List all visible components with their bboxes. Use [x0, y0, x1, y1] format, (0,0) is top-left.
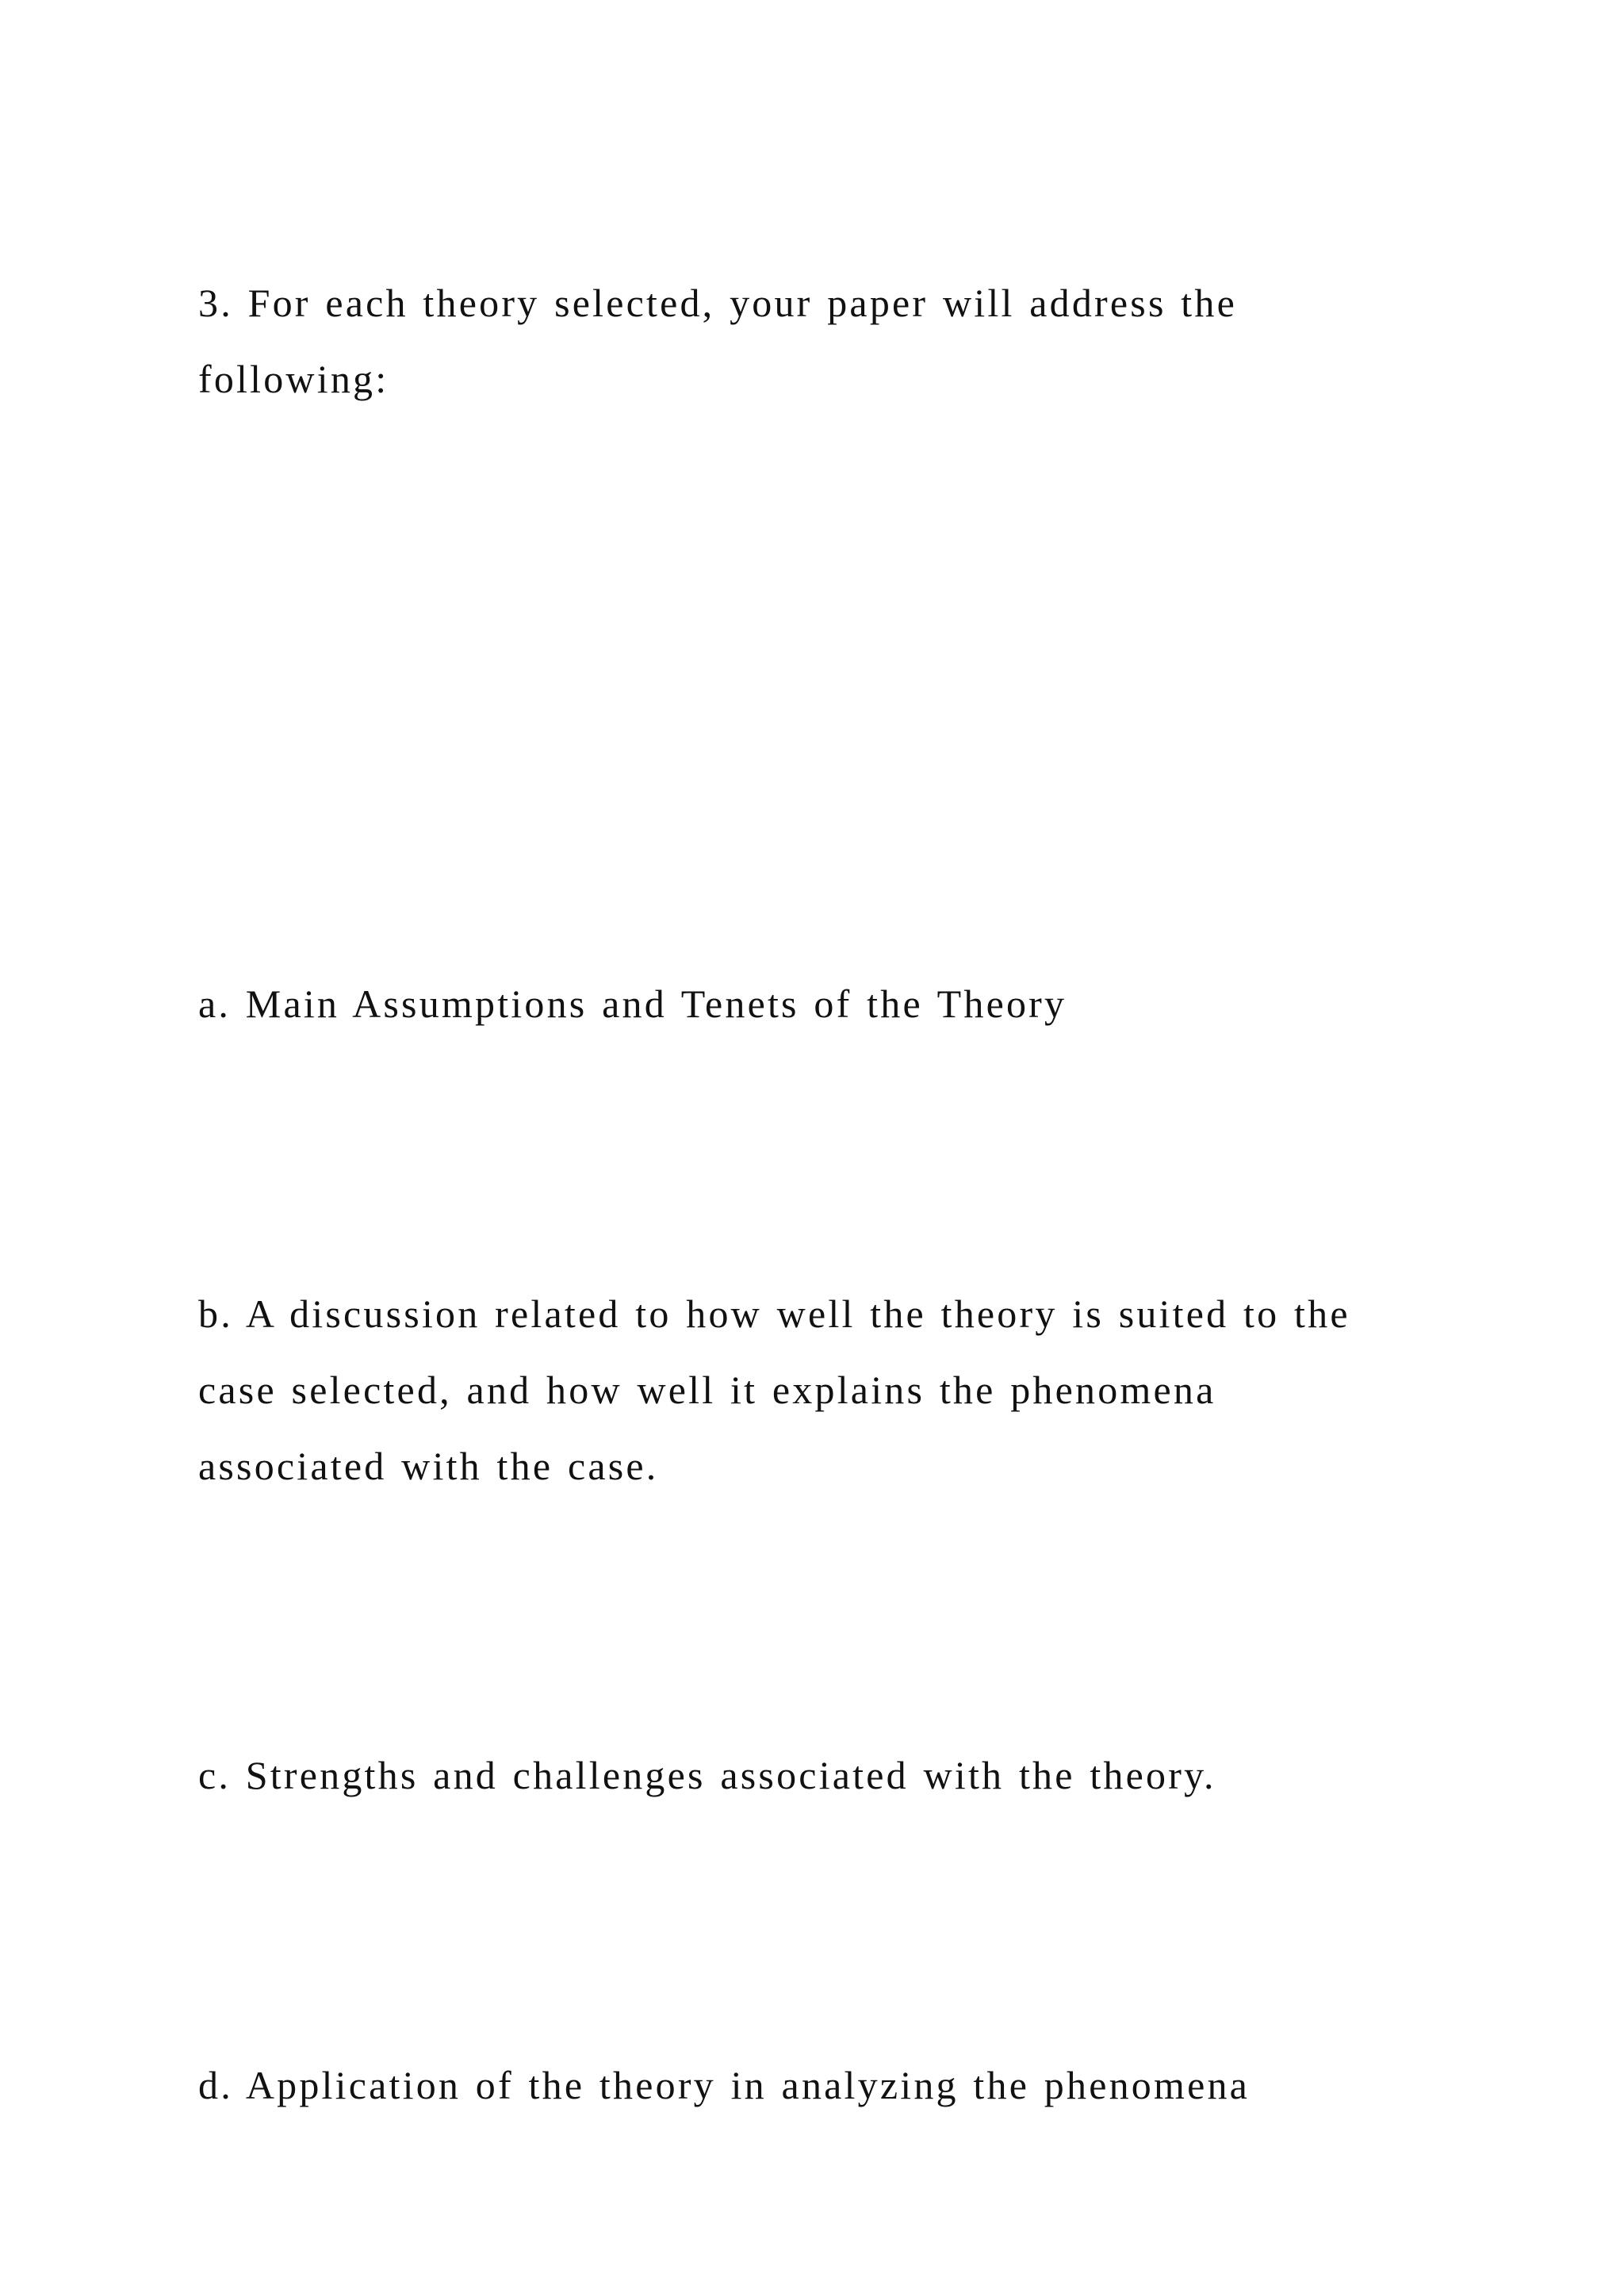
list-item-a: a. Main Assumptions and Tenets of the Theory	[198, 982, 1067, 1026]
list-item-d: d. Application of the theory in analyzing the phenomena	[198, 2063, 1251, 2107]
question-intro: 3. For each theory selected, your paper will address the following:	[198, 281, 1237, 401]
list-item-c: c. Strengths and challenges associated with the theory.	[198, 1753, 1216, 1797]
list-item-b: b. A discussion related to how well the theory is suited to the case selected, and how well it explains the phenomena associated with the case.	[198, 1292, 1350, 1488]
